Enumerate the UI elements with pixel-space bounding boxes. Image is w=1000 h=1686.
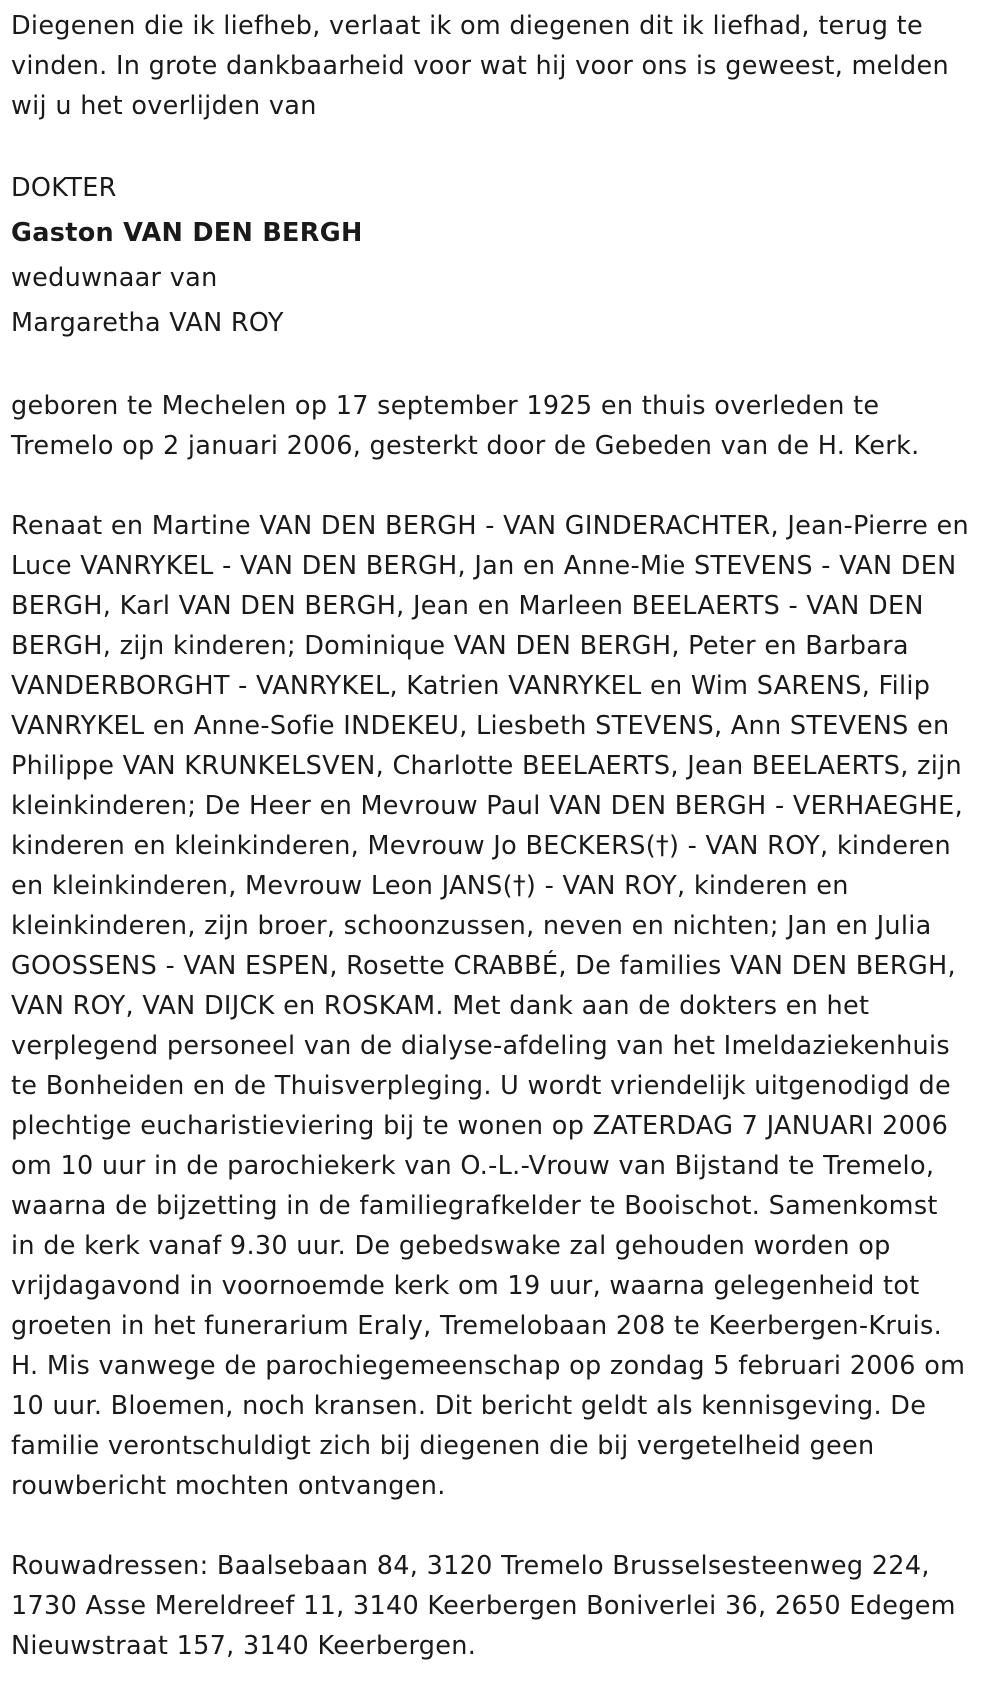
family-line: familie verontschuldigt zich bij diegenen die bij vergetelheid geen <box>11 1431 875 1461</box>
family-line: kinderen en kleinkinderen, Mevrouw Jo BECKERS(†) - VAN ROY, kinderen <box>11 831 951 861</box>
spacer <box>11 466 990 506</box>
family-line: verplegend personeel van de dialyse-afdeling van het Imeldaziekenhuis <box>11 1031 950 1061</box>
birth-death-paragraph <box>11 386 990 466</box>
family-line: plechtige eucharistieviering bij te wonen op ZATERDAG 7 JANUARI 2006 <box>11 1111 949 1141</box>
intro-line: vinden. In grote dankbaarheid voor wat hij voor ons is geweest, melden <box>11 51 949 81</box>
family-line: groeten in het funerarium Eraly, Tremelobaan 208 te Keerbergen-Kruis. <box>11 1311 942 1341</box>
family-line: en kleinkinderen, Mevrouw Leon JANS(†) - VAN ROY, kinderen en <box>11 871 849 901</box>
family-line: 10 uur. Bloemen, noch kransen. Dit bericht geldt als kennisgeving. De <box>11 1391 927 1421</box>
family-line: waarna de bijzetting in de familiegrafkelder te Booischot. Samenkomst <box>11 1191 938 1221</box>
family-line: te Bonheiden en de Thuisverpleging. U wordt vriendelijk uitgenodigd de <box>11 1071 951 1101</box>
family-line: kleinkinderen, zijn broer, schoonzussen, neven en nichten; Jan en Julia <box>11 911 932 941</box>
intro-line: wij u het overlijden van <box>11 91 317 121</box>
spacer <box>11 346 990 386</box>
intro-line: Diegenen die ik liefheb, verlaat ik om diegenen dit ik liefhad, terug te <box>11 11 923 41</box>
deceased-name: Gaston VAN DEN BERGH <box>11 218 363 248</box>
family-line: kleinkinderen; De Heer en Mevrouw Paul VAN DEN BERGH - VERHAEGHE, <box>11 791 964 821</box>
family-line: om 10 uur in de parochiekerk van O.-L.-Vrouw van Bijstand te Tremelo, <box>11 1151 935 1181</box>
family-line: Renaat en Martine VAN DEN BERGH - VAN GINDERACHTER, Jean-Pierre en <box>11 511 969 541</box>
family-line: VAN ROY, VAN DIJCK en ROSKAM. Met dank aan de dokters en het <box>11 991 870 1021</box>
deceased-block <box>11 166 990 346</box>
intro-paragraph <box>11 6 990 126</box>
family-line: BERGH, Karl VAN DEN BERGH, Jean en Marleen BEELAERTS - VAN DEN <box>11 591 924 621</box>
family-line: rouwbericht mochten ontvangen. <box>11 1471 446 1501</box>
family-line: in de kerk vanaf 9.30 uur. De gebedswake zal gehouden worden op <box>11 1231 891 1261</box>
address-line: Nieuwstraat 157, 3140 Keerbergen. <box>11 1631 477 1661</box>
spouse-name: Margaretha VAN ROY <box>11 308 284 338</box>
family-line: GOOSSENS - VAN ESPEN, Rosette CRABBÉ, De families VAN DEN BERGH, <box>11 951 956 981</box>
address-line: Rouwadressen: Baalsebaan 84, 3120 Tremelo Brusselsesteenweg 224, <box>11 1551 930 1581</box>
family-line: VANDERBORGHT - VANRYKEL, Katrien VANRYKEL en Wim SARENS, Filip <box>11 671 931 701</box>
address-line: 1730 Asse Mereldreef 11, 3140 Keerbergen Boniverlei 36, 2650 Edegem <box>11 1591 956 1621</box>
relation-text: weduwnaar van <box>11 263 218 293</box>
spacer <box>11 1506 990 1546</box>
family-line: H. Mis vanwege de parochiegemeenschap op zondag 5 februari 2006 om <box>11 1351 966 1381</box>
family-line: VANRYKEL en Anne-Sofie INDEKEU, Liesbeth STEVENS, Ann STEVENS en <box>11 711 950 741</box>
family-line: Philippe VAN KRUNKELSVEN, Charlotte BEELAERTS, Jean BEELAERTS, zijn <box>11 751 962 781</box>
family-paragraph <box>11 506 990 1506</box>
birth-death-line: Tremelo op 2 januari 2006, gesterkt door de Gebeden van de H. Kerk. <box>11 431 920 461</box>
birth-death-line: geboren te Mechelen op 17 september 1925 en thuis overleden te <box>11 391 880 421</box>
family-line: BERGH, zijn kinderen; Dominique VAN DEN BERGH, Peter en Barbara <box>11 631 909 661</box>
spacer <box>11 126 990 166</box>
addresses-paragraph <box>11 1546 990 1666</box>
family-line: vrijdagavond in voornoemde kerk om 19 uur, waarna gelegenheid tot <box>11 1271 920 1301</box>
family-line: Luce VANRYKEL - VAN DEN BERGH, Jan en Anne-Mie STEVENS - VAN DEN <box>11 551 957 581</box>
title-prefix: DOKTER <box>11 173 117 203</box>
